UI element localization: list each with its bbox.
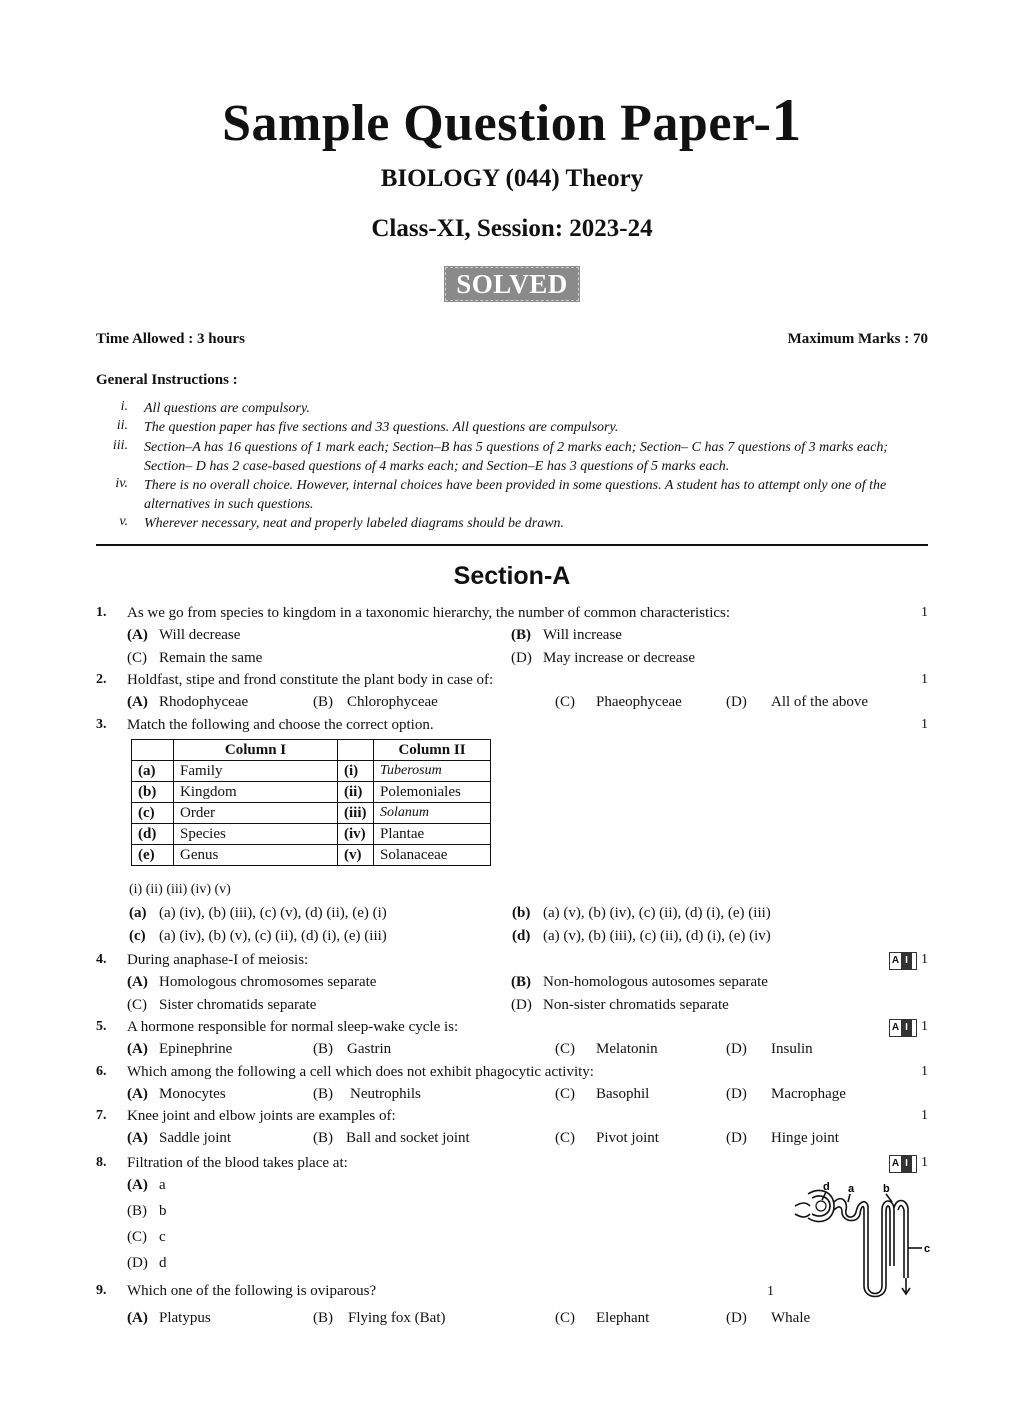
option-label: (D) <box>127 1255 148 1271</box>
option-d[interactable] <box>726 1084 846 1104</box>
option-label: (A) <box>127 974 148 990</box>
option-text: c <box>159 1229 166 1245</box>
option-label: (b) <box>512 905 531 921</box>
solved-badge-wrap <box>0 267 1024 301</box>
row-label: (i) <box>338 761 374 782</box>
option-text: Non-sister chromatids separate <box>543 997 729 1013</box>
instruction-text: The question paper has five sections and 33 questions. All questions are compulsory. <box>144 420 619 435</box>
table-cell: Genus <box>174 845 338 866</box>
option-c[interactable] <box>127 1227 166 1247</box>
option-d[interactable] <box>726 692 868 712</box>
option-a[interactable] <box>129 903 387 923</box>
nephron-outline <box>795 1190 922 1296</box>
option-d[interactable] <box>127 1253 167 1273</box>
subject-title: BIOLOGY (044) Theory <box>380 165 644 192</box>
question-number: 2. <box>96 672 107 687</box>
option-label: (C) <box>127 1229 147 1245</box>
table-cell: Solanum <box>374 803 491 824</box>
option-label: (D) <box>726 694 747 710</box>
option-text: Will increase <box>543 627 622 643</box>
instruction-number: iii. <box>112 438 128 453</box>
option-text: Non-homologous autosomes separate <box>543 974 768 990</box>
option-a[interactable] <box>127 1128 231 1148</box>
option-label: (A) <box>127 1310 148 1326</box>
question-text: Knee joint and elbow joints are examples of: <box>127 1108 396 1124</box>
table-row <box>132 782 491 803</box>
option-text: Chlorophyceae <box>347 694 438 710</box>
option-text: a <box>159 1177 166 1193</box>
option-label: (B) <box>313 1041 333 1057</box>
option-text: Rhodophyceae <box>159 694 249 710</box>
table-row <box>132 845 491 866</box>
instruction-number: i. <box>120 399 128 414</box>
option-b[interactable] <box>313 692 438 712</box>
option-label: (C) <box>555 1310 575 1326</box>
ai-badge-icon <box>889 1019 917 1037</box>
option-label: (B) <box>313 1130 333 1146</box>
instruction-text: All questions are compulsory. <box>144 401 310 416</box>
table-cell: Solanaceae <box>374 845 491 866</box>
paper-title-text: Sample Question Paper- <box>222 95 772 152</box>
question-number: 5. <box>96 1019 107 1034</box>
table-cell: Polemoniales <box>374 782 491 803</box>
question-text: A hormone responsible for normal sleep-wake cycle is: <box>127 1019 459 1035</box>
option-label: (A) <box>127 1130 148 1146</box>
option-text: Pivot joint <box>596 1130 659 1146</box>
nephron-diagram <box>790 1178 940 1300</box>
option-c[interactable] <box>129 926 387 946</box>
option-label: (C) <box>555 1130 575 1146</box>
instruction-number: ii. <box>116 418 128 433</box>
option-a[interactable] <box>127 1308 211 1328</box>
option-b[interactable] <box>313 1084 421 1104</box>
ai-badge-icon <box>889 952 917 970</box>
time-allowed: Time Allowed : 3 hours <box>96 331 245 347</box>
option-label: (C) <box>127 997 147 1013</box>
option-label: (D) <box>726 1041 747 1057</box>
option-label: (a) <box>129 905 147 921</box>
option-label: (D) <box>726 1310 747 1326</box>
option-d[interactable] <box>726 1308 810 1328</box>
diagram-label-b: b <box>883 1183 890 1195</box>
option-a[interactable] <box>127 692 248 712</box>
question-text: Which among the following a cell which does not exhibit phagocytic activity: <box>127 1064 594 1080</box>
row-label: (b) <box>132 782 174 803</box>
option-text: Insulin <box>771 1041 813 1057</box>
option-b[interactable] <box>313 1308 446 1328</box>
question-marks: 1 <box>921 952 928 967</box>
question-marks: 1 <box>767 1284 774 1299</box>
instruction-number: iv. <box>115 476 128 491</box>
row-label: (c) <box>132 803 174 824</box>
paper-title <box>0 86 1024 155</box>
question-marks: 1 <box>921 1155 928 1170</box>
option-text: (a) (v), (b) (iii), (c) (ii), (d) (i), (e) (iv) <box>543 928 771 944</box>
option-text: Macrophage <box>771 1086 846 1102</box>
table-cell: Tuberosum <box>374 761 491 782</box>
question-marks: 1 <box>921 605 928 620</box>
option-label: (D) <box>726 1086 747 1102</box>
option-text: Monocytes <box>159 1086 226 1102</box>
option-text: Neutrophils <box>350 1086 421 1102</box>
option-label: (d) <box>512 928 531 944</box>
ai-badge-i: I <box>901 953 912 969</box>
option-c[interactable] <box>127 648 262 668</box>
row-label: (iv) <box>338 824 374 845</box>
option-label: (A) <box>127 1041 148 1057</box>
row-label: (v) <box>338 845 374 866</box>
question-marks: 1 <box>921 1064 928 1079</box>
ai-badge-i: I <box>901 1156 912 1172</box>
option-text: Remain the same <box>159 650 263 666</box>
option-text: Basophil <box>596 1086 650 1102</box>
option-d[interactable] <box>511 648 695 668</box>
question-number: 6. <box>96 1064 107 1079</box>
option-text: Hinge joint <box>771 1130 839 1146</box>
table-row <box>132 761 491 782</box>
row-label: (d) <box>132 824 174 845</box>
question-marks: 1 <box>921 717 928 732</box>
section-title: Section-A <box>453 562 571 590</box>
table-cell: Species <box>174 824 338 845</box>
option-d[interactable] <box>512 926 771 946</box>
option-c[interactable] <box>555 1084 649 1104</box>
question-number: 4. <box>96 952 107 967</box>
ai-badge-i: I <box>901 1020 912 1036</box>
table-cell: Plantae <box>374 824 491 845</box>
instruction-text: Wherever necessary, neat and properly labeled diagrams should be drawn. <box>144 516 565 531</box>
question-text: Holdfast, stipe and frond constitute the plant body in case of: <box>127 672 494 688</box>
option-c[interactable] <box>555 692 682 712</box>
option-label: (A) <box>127 627 148 643</box>
paper-title-number: 1 <box>771 87 802 153</box>
column-header: Column I <box>174 740 338 761</box>
question-text: As we go from species to kingdom in a taxonomic hierarchy, the number of common characteristics: <box>127 605 731 621</box>
option-label: (D) <box>511 650 532 666</box>
option-a[interactable] <box>127 1039 232 1059</box>
option-label: (C) <box>555 1041 575 1057</box>
table-cell: Order <box>174 803 338 824</box>
option-label: (C) <box>127 650 147 666</box>
question-text: During anaphase-I of meiosis: <box>127 952 309 968</box>
table-row <box>132 803 491 824</box>
option-text: Sister chromatids separate <box>159 997 317 1013</box>
option-text: Epinephrine <box>159 1041 233 1057</box>
option-text: Melatonin <box>596 1041 658 1057</box>
option-text: Platypus <box>159 1310 211 1326</box>
option-label: (B) <box>127 1203 147 1219</box>
option-d[interactable] <box>726 1128 839 1148</box>
option-label: (C) <box>555 1086 575 1102</box>
question-number: 7. <box>96 1108 107 1123</box>
option-c[interactable] <box>555 1308 649 1328</box>
question-number: 8. <box>96 1155 107 1170</box>
table-cell: Kingdom <box>174 782 338 803</box>
option-a[interactable] <box>127 1175 166 1195</box>
maximum-marks: Maximum Marks : 70 <box>787 331 928 347</box>
option-b[interactable] <box>313 1128 470 1148</box>
instruction-text: Section–A has 16 questions of 1 mark each; Section–B has 5 questions of 2 marks each; Section– C has 7 questions of 3 marks each; Section– D has 2 case-based questions of 4 marks each; and Section–E has 3 questions of 5 marks each. <box>144 440 888 474</box>
row-label: (a) <box>132 761 174 782</box>
instruction-number: v. <box>119 514 128 529</box>
option-label: (B) <box>511 974 531 990</box>
option-label: (B) <box>313 1086 333 1102</box>
option-text: (a) (v), (b) (iv), (c) (ii), (d) (i), (e) (iii) <box>543 905 771 921</box>
option-c[interactable] <box>127 995 316 1015</box>
option-d[interactable] <box>511 995 729 1015</box>
option-b[interactable] <box>127 1201 167 1221</box>
option-b[interactable] <box>313 1039 391 1059</box>
question-number: 3. <box>96 717 107 732</box>
diagram-label-d: d <box>823 1181 830 1193</box>
question-marks: 1 <box>921 672 928 687</box>
ai-badge-a: A <box>890 953 901 969</box>
option-label: (A) <box>127 1177 148 1193</box>
option-text: Homologous chromosomes separate <box>159 974 377 990</box>
option-text: Phaeophyceae <box>596 694 682 710</box>
question-marks: 1 <box>921 1108 928 1123</box>
divider-line <box>96 544 928 546</box>
option-text: All of the above <box>771 694 869 710</box>
question-number: 9. <box>96 1283 107 1298</box>
option-c[interactable] <box>555 1039 658 1059</box>
instructions-heading: General Instructions : <box>96 372 238 388</box>
instruction-text: There is no overall choice. However, internal choices have been provided in some questions. A student has to attempt only one of the alternatives in such questions. <box>144 478 887 512</box>
option-text: Ball and socket joint <box>346 1130 470 1146</box>
row-label: (e) <box>132 845 174 866</box>
option-text: (a) (iv), (b) (v), (c) (ii), (d) (i), (e) (iii) <box>159 928 387 944</box>
table-header-row <box>132 740 491 761</box>
question-text: Which one of the following is oviparous? <box>127 1283 377 1299</box>
option-label: (B) <box>313 694 333 710</box>
option-d[interactable] <box>726 1039 813 1059</box>
table-row <box>132 824 491 845</box>
question-text: Filtration of the blood takes place at: <box>127 1155 348 1171</box>
option-b[interactable] <box>511 972 768 992</box>
option-text: May increase or decrease <box>543 650 695 666</box>
option-b[interactable] <box>511 625 622 645</box>
ai-badge-a: A <box>890 1156 901 1172</box>
row-label: (ii) <box>338 782 374 803</box>
option-text: Flying fox (Bat) <box>348 1310 446 1326</box>
option-label: (c) <box>129 928 146 944</box>
solved-badge: SOLVED <box>445 267 579 301</box>
option-label: (B) <box>313 1310 333 1326</box>
option-label: (C) <box>555 694 575 710</box>
option-label: (A) <box>127 694 148 710</box>
ai-badge-a: A <box>890 1020 901 1036</box>
question-number: 1. <box>96 605 107 620</box>
diagram-label-a: a <box>848 1183 855 1195</box>
ai-badge-icon <box>889 1155 917 1173</box>
question-marks: 1 <box>921 1019 928 1034</box>
option-a[interactable] <box>127 1084 226 1104</box>
option-label: (D) <box>511 997 532 1013</box>
column-header: Column II <box>374 740 491 761</box>
option-text: Will decrease <box>159 627 241 643</box>
option-text: b <box>159 1203 167 1219</box>
option-text: Saddle joint <box>159 1130 232 1146</box>
diagram-label-c: c <box>924 1243 931 1255</box>
question-text: Match the following and choose the correct option. <box>127 717 434 733</box>
option-text: Whale <box>771 1310 811 1326</box>
table-cell: Family <box>174 761 338 782</box>
option-label: (A) <box>127 1086 148 1102</box>
option-label: (B) <box>511 627 531 643</box>
glomerulus-shape <box>816 1201 826 1211</box>
option-c[interactable] <box>555 1128 659 1148</box>
option-text: Gastrin <box>347 1041 392 1057</box>
option-b[interactable] <box>512 903 771 923</box>
row-label: (iii) <box>338 803 374 824</box>
option-text: Elephant <box>596 1310 650 1326</box>
option-a[interactable] <box>127 625 240 645</box>
match-table <box>131 739 491 866</box>
class-session: Class-XI, Session: 2023-24 <box>371 215 653 242</box>
option-a[interactable] <box>127 972 376 992</box>
option-text: d <box>159 1255 167 1271</box>
option-text: (a) (iv), (b) (iii), (c) (v), (d) (ii), (e) (i) <box>159 905 387 921</box>
option-label: (D) <box>726 1130 747 1146</box>
roman-numerals-line: (i) (ii) (iii) (iv) (v) <box>129 882 231 897</box>
